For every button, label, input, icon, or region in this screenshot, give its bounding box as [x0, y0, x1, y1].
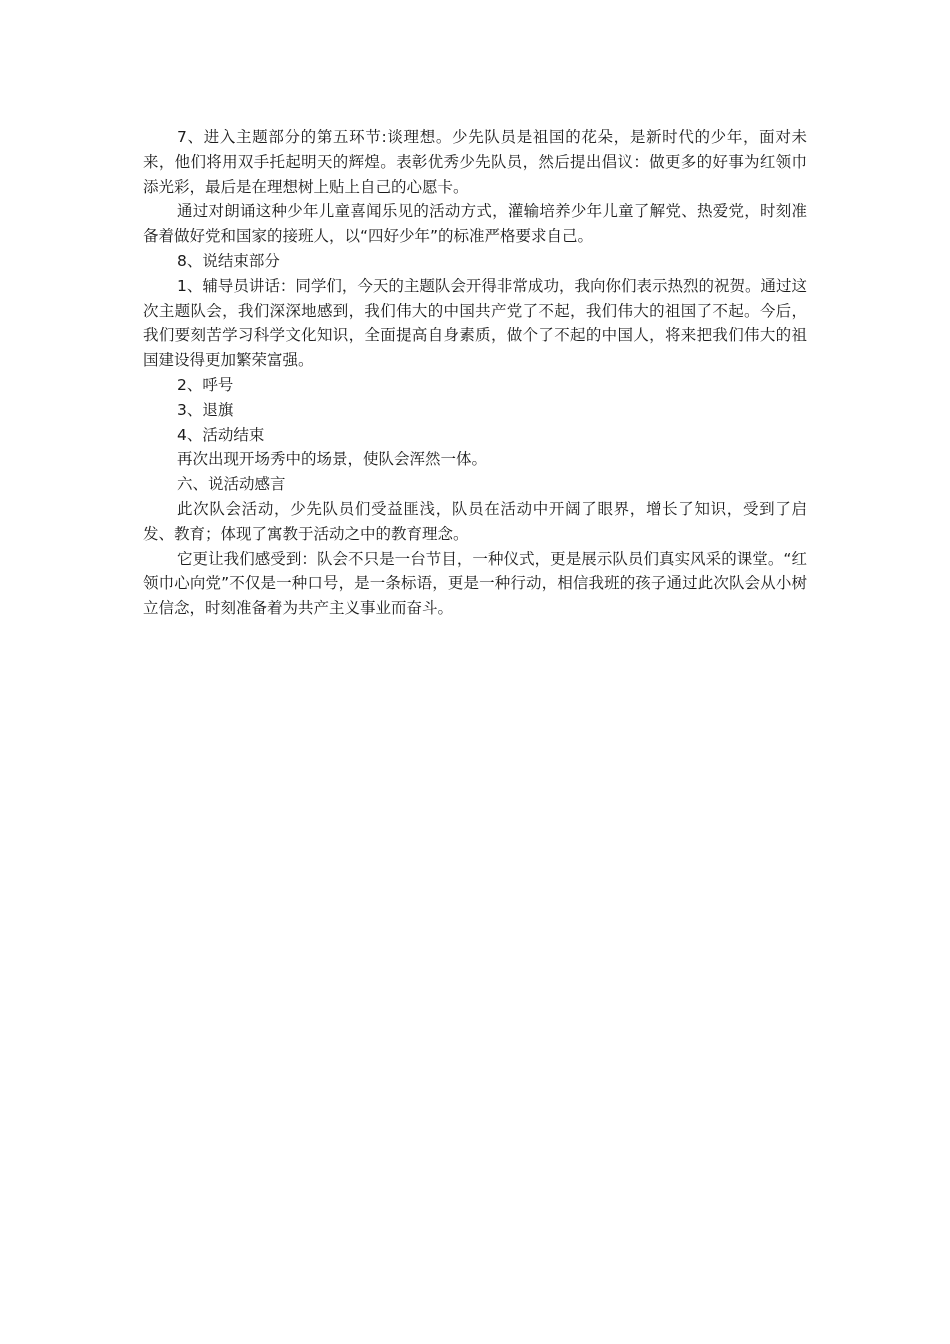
paragraph-benefits: 此次队会活动，少先队员们受益匪浅，队员在活动中开阔了眼界，增长了知识，受到了启发、教育；体现了寓教于活动之中的教育理念。 — [143, 499, 807, 543]
paragraph-goal-talk: 7、进入主题部分的第五环节:谈理想。少先队员是祖国的花朵，是新时代的少年，面对未来，他们将用双手托起明天的辉煌。表彰优秀少先队员，然后提出倡议：做更多的好事为红领巾添光彩，最后是在理想树上贴上自己的心愿卡。 — [143, 128, 807, 196]
paragraph-flag-retreat: 3、退旗 — [177, 400, 234, 419]
paragraph-ending-heading: 8、说结束部分 — [177, 251, 280, 270]
paragraph-recitation-purpose: 通过对朗诵这种少年儿童喜闻乐见的活动方式，灌输培养少年儿童了解党、热爱党，时刻准备着做好党和国家的接班人，以“四好少年”的标准严格要求自己。 — [143, 202, 807, 246]
document-body — [143, 125, 807, 621]
paragraph-reflection-heading: 六、说活动感言 — [177, 475, 286, 494]
paragraph-activity-end: 4、活动结束 — [177, 425, 265, 444]
paragraph-slogan: 2、呼号 — [177, 375, 234, 394]
paragraph-opening-scene: 再次出现开场秀中的场景，使队会浑然一体。 — [177, 450, 488, 469]
paragraph-counselor-speech: 1、辅导员讲话：同学们，今天的主题队会开得非常成功，我向你们表示热烈的祝贺。通过这次主题队会，我们深深地感到，我们伟大的中国共产党了不起，我们伟大的祖国了不起。今后，我们要刻苦学习科学文化知识，全面提高自身素质，做个了不起的中国人，将来把我们伟大的祖国建设得更加繁荣富强。 — [143, 276, 807, 370]
paragraph-conclusion: 它更让我们感受到：队会不只是一台节目，一种仪式，更是展示队员们真实风采的课堂。“红领巾心向党”不仅是一种口号，是一条标语，更是一种行动，相信我班的孩子通过此次队会从小树立信念，时刻准备着为共产主义事业而奋斗。 — [143, 549, 807, 618]
